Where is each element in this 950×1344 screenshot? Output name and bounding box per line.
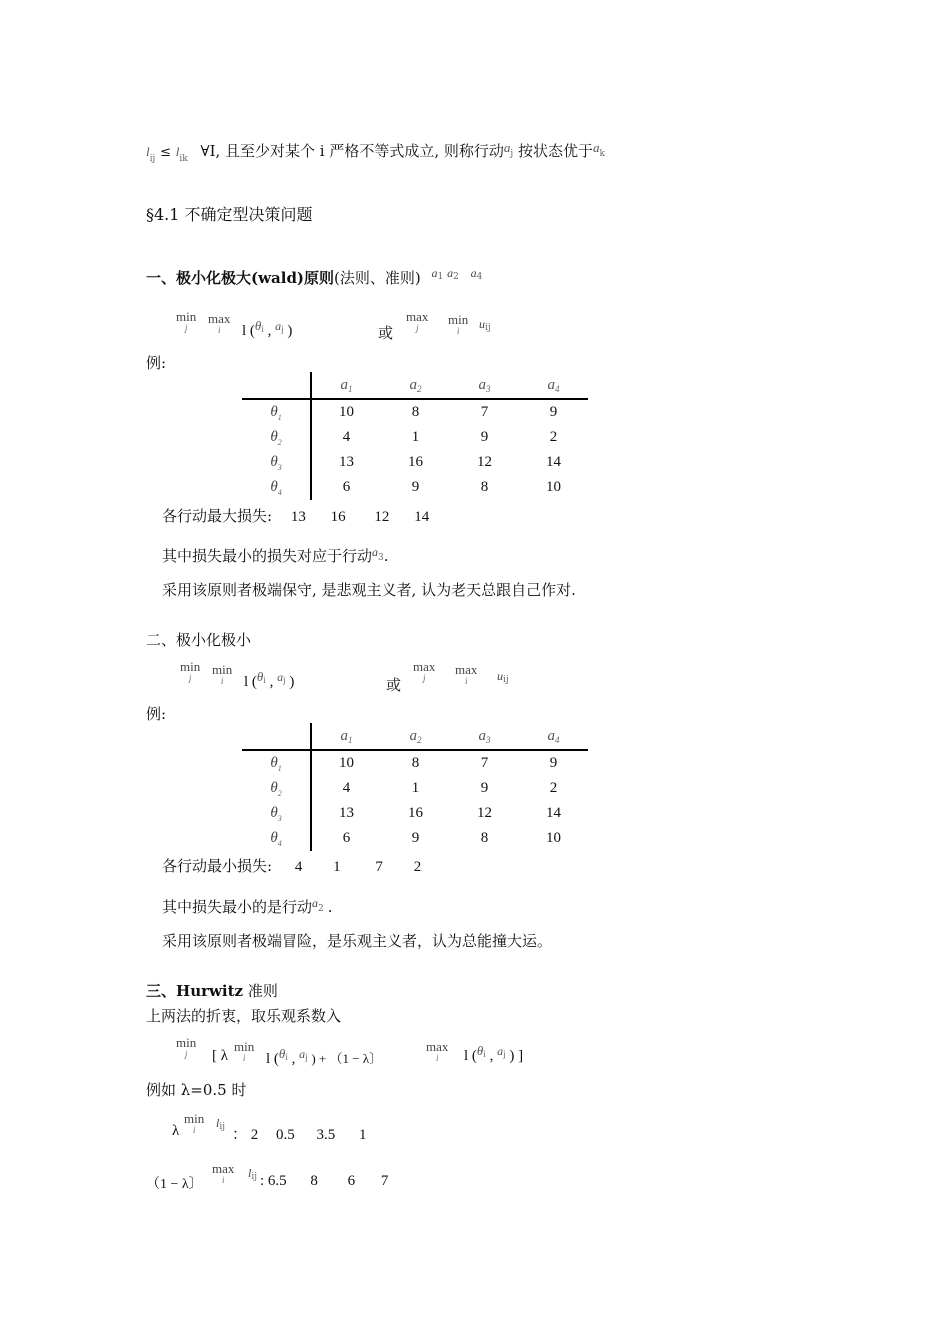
table-header-cell: $a_2$ — [381, 372, 450, 399]
table-header-cell: $a_1$ — [311, 372, 381, 399]
table-cell: 6 — [342, 479, 351, 495]
table-header-cell: $a_1$ — [311, 723, 381, 750]
table-row — [242, 750, 588, 776]
table-row — [242, 801, 588, 826]
table-cell: 16 — [408, 805, 423, 821]
table-cell: 13 — [339, 454, 354, 470]
table-cell: 9 — [480, 429, 489, 445]
hurwitz-line-2: （1 − λ〕 max i lij : 6.5 8 6 7 — [146, 1161, 389, 1192]
section1-formula: min j max i l ($\theta^i$ , $^{aj}$ ) 或 max j min i uij — [176, 309, 491, 342]
intro-line: $l_{ij} \le l_{ik}$ ∀I, 且至少对某个 i 严格不等式成立, 则称行动aj 按状态优于ak — [146, 140, 605, 164]
section1-example-label: 例: — [146, 354, 167, 372]
table-header-cell: $a_3$ — [450, 723, 519, 750]
table-row — [242, 475, 588, 500]
table-cell: 7 — [480, 755, 489, 771]
loss-table-1 — [242, 372, 588, 500]
table-cell: 4 — [342, 429, 351, 445]
table-cell: 10 — [339, 755, 354, 771]
table-cell: 2 — [549, 780, 558, 796]
table-cell: 7 — [480, 404, 489, 420]
table-cell: 9 — [549, 755, 558, 771]
table-header-cell: $a_4$ — [519, 723, 588, 750]
section2-conclusion2: 采用该原则者极端冒险，是乐观主义者，认为总能撞大运。 — [162, 932, 553, 950]
section3-example-label: 例如 λ=0.5 时 — [146, 1081, 247, 1099]
table-cell: 8 — [480, 479, 489, 495]
table-header-cell: $a_2$ — [381, 723, 450, 750]
table-header-row — [242, 723, 588, 750]
section2-title: 二、极小化极小 — [146, 631, 252, 649]
table-cell: 8 — [411, 404, 420, 420]
table-cell: 10 — [546, 479, 561, 495]
table-cell: 14 — [546, 454, 561, 470]
section1-acts: a1 a2 a4 — [431, 266, 483, 282]
table-cell: 8 — [411, 755, 420, 771]
row-label: $\theta_1$ — [242, 399, 311, 425]
table-row — [242, 450, 588, 475]
section3-intro: 上两法的折衷，取乐观系数入 — [146, 1007, 342, 1025]
hurwitz-line-1: λ min i lij ： 2 0.5 3.5 1 — [172, 1111, 367, 1143]
row-label: $\theta_2$ — [242, 776, 311, 801]
table-cell: 1 — [411, 429, 420, 445]
table-cell: 10 — [339, 404, 354, 420]
table-row — [242, 425, 588, 450]
table-header-cell: $a_4$ — [519, 372, 588, 399]
table-cell: 16 — [408, 454, 423, 470]
table-row — [242, 776, 588, 801]
row-label: $\theta_4$ — [242, 475, 311, 500]
table-cell: 10 — [546, 830, 561, 846]
table-cell: 9 — [480, 780, 489, 796]
row-label: $\theta_3$ — [242, 450, 311, 475]
section-heading: §4.1 不确定型决策问题 — [146, 205, 313, 224]
table-cell: 12 — [477, 805, 492, 821]
table-cell: 6 — [342, 830, 351, 846]
table-cell: 12 — [477, 454, 492, 470]
table-cell: 1 — [411, 780, 420, 796]
section2-conclusion1: 其中损失最小的是行动$^a$2 . — [162, 896, 333, 916]
section2-summary: 各行动最小损失: 4 1 7 2 — [162, 857, 422, 875]
section3-title: 三、Hurwitz 准则 — [146, 982, 278, 1000]
section2-formula: min j min i l ($\theta^i$ , $^{aj}$ ) 或 max j max i uij — [180, 659, 509, 694]
table-cell: 9 — [549, 404, 558, 420]
row-label: $\theta_4$ — [242, 826, 311, 851]
table-row — [242, 399, 588, 425]
table-cell: 9 — [411, 830, 420, 846]
section1-title: 一、极小化极大(wald)原则(法则、准则) $^{a1 a2 a4}$ — [146, 266, 483, 287]
hurwitz-formula: min j [ λ min i l ($\theta^i$ , $^{aj}$ ) + （1 − λ〕 max i l ($\theta^i$ , $^{aj}$ ) ] — [176, 1035, 524, 1067]
table-cell: 8 — [480, 830, 489, 846]
section1-summary: 各行动最大损失: 13 16 12 14 — [162, 507, 430, 525]
table-row — [242, 826, 588, 851]
table-cell: 9 — [411, 479, 420, 495]
section1-conclusion1: 其中损失最小的损失对应于行动$^a$3. — [162, 545, 389, 565]
table-cell: 2 — [549, 429, 558, 445]
row-label: $\theta_3$ — [242, 801, 311, 826]
section1-conclusion2: 采用该原则者极端保守, 是悲观主义者, 认为老天总跟自己作对. — [162, 581, 576, 599]
loss-table-2 — [242, 723, 588, 851]
table-cell: 4 — [342, 780, 351, 796]
row-label: $\theta_2$ — [242, 425, 311, 450]
table-cell: 14 — [546, 805, 561, 821]
table-cell: 13 — [339, 805, 354, 821]
table-header-cell: $a_3$ — [450, 372, 519, 399]
table-header-row — [242, 372, 588, 399]
section2-example-label: 例: — [146, 705, 167, 723]
row-label: $\theta_1$ — [242, 750, 311, 776]
